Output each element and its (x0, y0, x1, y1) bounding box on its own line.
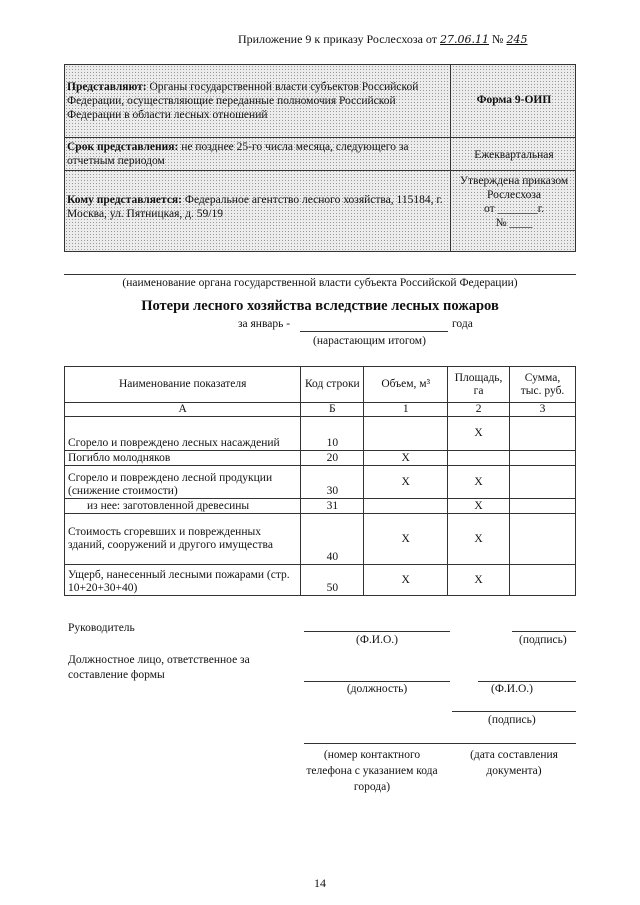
header-area: Площадь, га (448, 367, 510, 403)
row-sum (510, 451, 576, 466)
period-prefix: за январь - (238, 318, 291, 330)
official-fio-caption: (Ф.И.О.) (491, 683, 533, 695)
order-reference-prefix: Приложение 9 к приказу Рослесхоза от (238, 32, 438, 46)
approval-line-4: № ____ (495, 217, 533, 229)
info-row-recipient (65, 171, 575, 251)
row-name: из нее: заготовленной древесины (65, 499, 301, 514)
table-header-row (65, 367, 576, 403)
approval-line-1: Утверждена приказом (459, 175, 569, 187)
row-area (448, 451, 510, 466)
code-col-b: Б (301, 403, 364, 417)
official-signature-line (452, 711, 576, 712)
table-row (65, 499, 576, 514)
row-volume (364, 499, 448, 514)
row-area: X (448, 417, 510, 451)
info-row-deadline (65, 138, 575, 171)
org-name-caption: (наименование органа государственной власти субъекта Российской Федерации) (122, 277, 518, 289)
approval-line-3: от _______г. (483, 203, 545, 215)
table-row (65, 451, 576, 466)
row-sum (510, 417, 576, 451)
period-suffix: года (452, 318, 473, 330)
head-signature-line (512, 631, 576, 632)
page-number: 14 (314, 876, 326, 890)
head-fio-line (304, 631, 450, 632)
info-row-submitters (65, 65, 575, 138)
row-volume (364, 417, 448, 451)
official-fio-line (478, 681, 576, 682)
position-line (304, 681, 450, 682)
row-area: X (448, 565, 510, 596)
deadline-text: не позднее 25-го числа месяца, следующего за отчетным периодом (67, 141, 409, 167)
code-col-1: 1 (364, 403, 448, 417)
date-caption: (дата составления документа) (470, 749, 558, 777)
document-title: Потери лесного хозяйства вследствие лесных пожаров (141, 298, 499, 314)
row-volume: X (364, 466, 448, 499)
row-code: 30 (301, 466, 364, 499)
table-row (65, 417, 576, 451)
row-code: 10 (301, 417, 364, 451)
row-sum (510, 499, 576, 514)
row-sum (510, 466, 576, 499)
table-row (65, 466, 576, 499)
order-number: 245 (506, 33, 528, 46)
row-name: Погибло молодняков (65, 451, 301, 466)
approval-line-2: Рослесхоза (486, 189, 542, 201)
row-sum (510, 565, 576, 596)
code-col-a: А (65, 403, 301, 417)
position-caption: (должность) (346, 683, 408, 695)
row-volume: X (364, 451, 448, 466)
submitters-label: Представляют: (67, 81, 147, 93)
row-area: X (448, 514, 510, 565)
row-name: Стоимость сгоревших и поврежденных зданий, сооружений и другого имущества (65, 514, 301, 565)
row-area: X (448, 466, 510, 499)
row-name: Сгорело и повреждено лесных насаждений (65, 417, 301, 451)
row-name: Сгорело и повреждено лесной продукции (снижение стоимости) (65, 466, 301, 499)
contact-line (304, 743, 576, 744)
deadline-label: Срок представления: (67, 141, 179, 153)
table-row (65, 514, 576, 565)
row-code: 31 (301, 499, 364, 514)
header-code: Код строки (301, 367, 364, 403)
order-reference (238, 32, 527, 47)
row-volume: X (364, 514, 448, 565)
table-row (65, 565, 576, 596)
row-sum (510, 514, 576, 565)
row-name: Ущерб, нанесенный лесными пожарами (стр. 10+20+30+40) (65, 565, 301, 596)
code-col-2: 2 (448, 403, 510, 417)
period-year-blank (300, 331, 448, 332)
row-code: 50 (301, 565, 364, 596)
approval-block (451, 171, 577, 251)
phone-caption: (номер контактного телефона с указанием кода города) (306, 749, 438, 793)
row-volume: X (364, 565, 448, 596)
head-label: Руководитель (68, 622, 135, 634)
form-code: Форма 9-ОИП (476, 94, 552, 106)
table-code-row (65, 403, 576, 417)
recipient-text: Федеральное агентство лесного хозяйства, 115184, г. Москва, ул. Пятницкая, д. 59/19 (67, 194, 443, 220)
head-signature-caption: (подпись) (519, 634, 567, 646)
official-label: Должностное лицо, ответственное за составление формы (68, 654, 250, 681)
row-area: X (448, 499, 510, 514)
recipient-label: Кому представляется: (67, 194, 182, 206)
header-volume: Объем, м³ (364, 367, 448, 403)
fire-losses-table (64, 366, 576, 596)
header-indicator: Наименование показателя (65, 367, 301, 403)
order-date: 27.06.11 (440, 33, 490, 46)
form-periodicity: Ежеквартальная (474, 149, 554, 161)
official-signature-caption: (подпись) (488, 714, 536, 726)
row-code: 20 (301, 451, 364, 466)
code-col-3: 3 (510, 403, 576, 417)
head-fio-caption: (Ф.И.О.) (356, 634, 398, 646)
period-note: (нарастающим итогом) (313, 335, 426, 347)
form-info-box (64, 64, 576, 252)
row-code: 40 (301, 514, 364, 565)
submitters-text: Органы государственной власти субъектов Российской Федерации, осуществляющие переданные полномочия Российской Федерации в области лесных отношений (67, 81, 419, 121)
org-name-line (64, 274, 576, 275)
order-number-label: № (492, 32, 504, 46)
header-sum: Сумма, тыс. руб. (510, 367, 576, 403)
